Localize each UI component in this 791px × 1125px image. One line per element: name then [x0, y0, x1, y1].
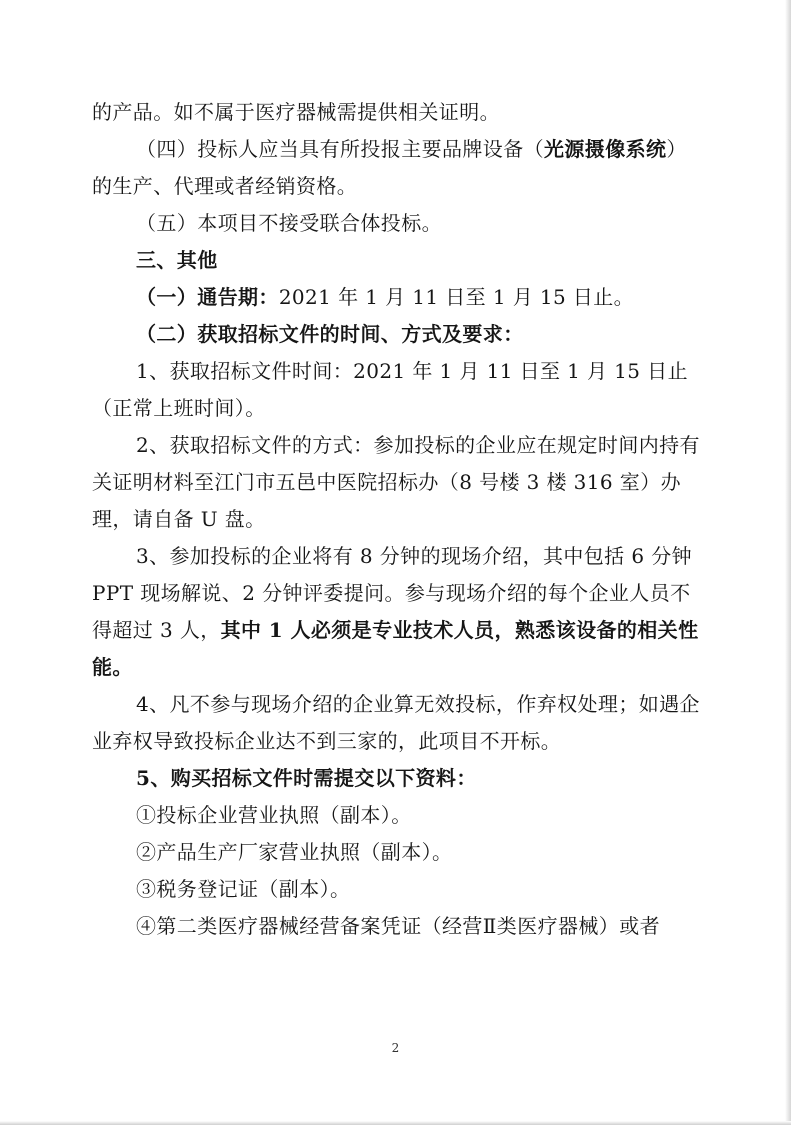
- text-run-bold: 其中 1 人必须是专业技术人员，熟悉该设备的相关性能。: [92, 618, 699, 679]
- list-item-business-license: [92, 797, 702, 834]
- text-run-bold: 5、购买招标文件时需提交以下资料：: [136, 766, 477, 790]
- document-body: [92, 94, 702, 945]
- text-run: 的产品。如不属于医疗器械需提供相关证明。: [92, 100, 500, 124]
- page-number: 2: [391, 1041, 400, 1055]
- page-edge-shadow: [785, 0, 791, 1125]
- paragraph-product-proof: [92, 94, 702, 131]
- text-run: （五）本项目不接受联合体投标。: [136, 211, 442, 235]
- text-run-bold: （二）获取招标文件的时间、方式及要求：: [136, 322, 524, 346]
- page-edge-shadow-bottom: [0, 1121, 791, 1125]
- subheading-obtain-documents: [92, 316, 702, 353]
- text-run: ①投标企业营业执照（副本）。: [136, 803, 412, 827]
- paragraph-obtain-method: [92, 427, 702, 538]
- text-run: 1、获取招标文件时间：2021 年 1 月 11 日至 1 月 15 日止（正常上班时间）。: [92, 359, 688, 420]
- text-run: 3、参加投标的企业将有 8 分钟的现场介绍，其中包括 6 分钟 PPT 现场解说、2 分钟评委提问。参与现场介绍的每个企业人员不得超过 3 人，: [92, 544, 693, 642]
- paragraph-no-consortium: [92, 205, 702, 242]
- list-item-tax-certificate: [92, 871, 702, 908]
- list-item-device-filing: [92, 908, 702, 945]
- subheading-required-materials: [92, 760, 702, 797]
- text-run: 2、获取招标文件的方式：参加投标的企业应在规定时间内持有关证明材料至江门市五邑中医院招标办（8 号楼 3 楼 316 室）办理，请自备 U 盘。: [92, 433, 700, 531]
- paragraph-obtain-time: [92, 353, 702, 427]
- text-run: （四）投标人应当具有所投报主要品牌设备（: [136, 137, 544, 161]
- text-run: ②产品生产厂家营业执照（副本）。: [136, 840, 453, 864]
- text-run-bold: 三、其他: [136, 248, 218, 272]
- paragraph-abstention: [92, 686, 702, 760]
- text-run: 4、凡不参与现场介绍的企业算无效投标，作弃权处理；如遇企业弃权导致投标企业达不到三家的，此项目不开标。: [92, 692, 700, 753]
- paragraph-qualification: [92, 131, 702, 205]
- paragraph-presentation: [92, 538, 702, 686]
- text-run: ④第二类医疗器械经营备案凭证（经营Ⅱ类医疗器械）或者: [136, 914, 660, 938]
- list-item-manufacturer-license: [92, 834, 702, 871]
- text-run: ）的生产、代理或者经销资格。: [92, 137, 687, 198]
- paragraph-notice-period: [92, 279, 702, 316]
- section-heading-other: [92, 242, 702, 279]
- text-run-bold: （一）通告期：: [136, 285, 279, 309]
- text-run: 2021 年 1 月 11 日至 1 月 15 日止。: [278, 285, 635, 309]
- text-run-bold: 光源摄像系统: [544, 137, 667, 161]
- text-run: ③税务登记证（副本）。: [136, 877, 351, 901]
